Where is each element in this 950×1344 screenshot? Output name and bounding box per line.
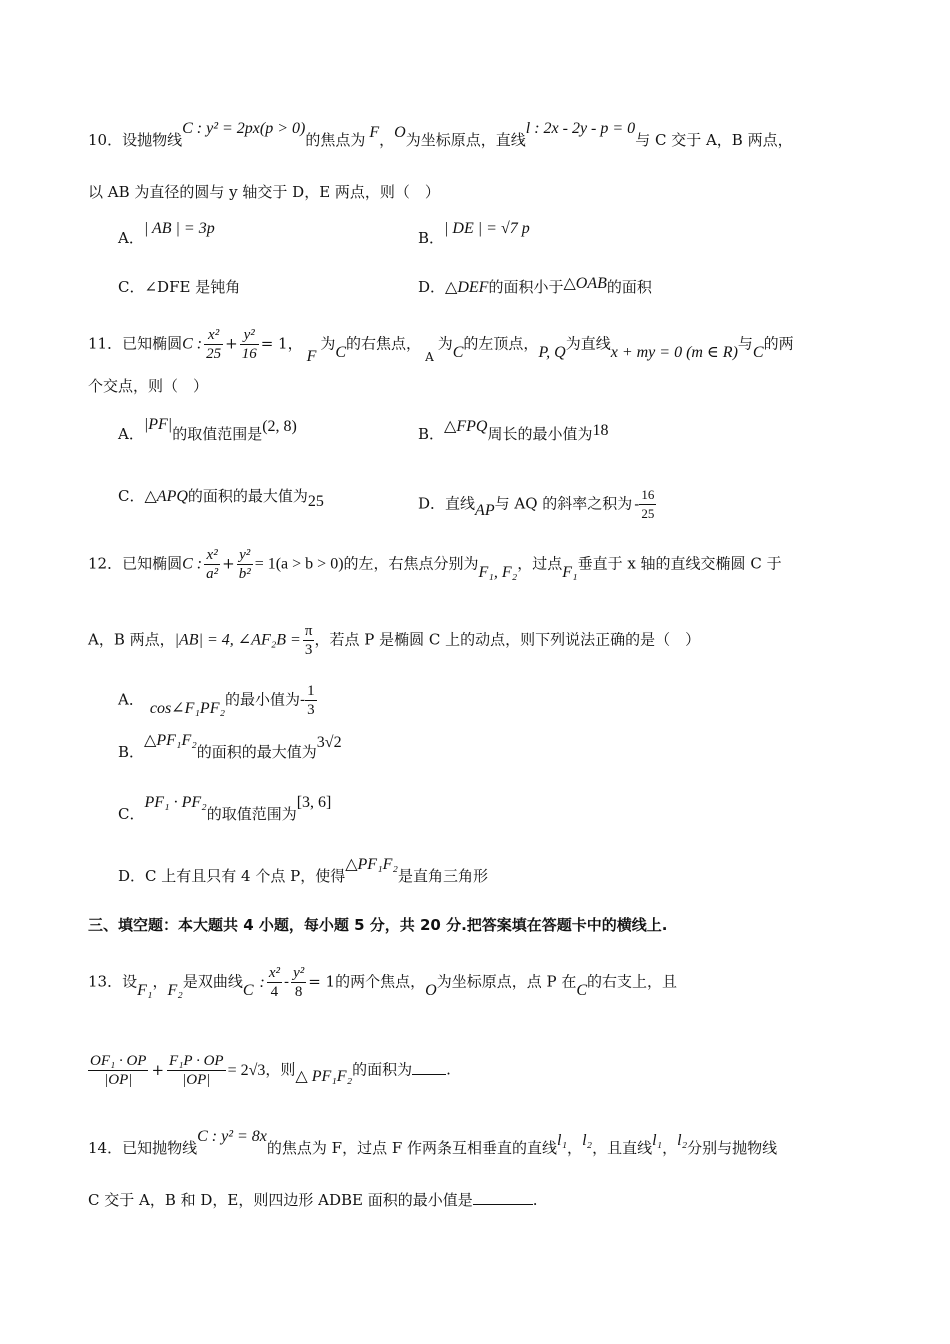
- q12-option-a[interactable]: A． cos∠F₁PF₂的最小值为- $\frac{1}{3}$: [118, 683, 315, 718]
- q13-frac-1: $\frac{\text{OF₁ · OP}}{|OP|}$: [90, 1053, 147, 1088]
- q12-option-c[interactable]: C．PF₁ · PF₂的取值范围为[3, 6]: [118, 794, 332, 823]
- q11-frac-x: $\frac{\text{x²}}{25}$: [206, 327, 222, 362]
- q13-frac-y: $\frac{\text{y²}}{8}$: [293, 965, 305, 1000]
- q14-stem-line2: C 交于 A，B 和 D，E，则四边形 ADBE 面积的最小值是 .: [88, 1191, 538, 1209]
- q12-frac-y: $\frac{\text{y²}}{\text{b²}}$: [238, 547, 251, 582]
- q10-option-d[interactable]: D．△DEF的面积小于△OAB的面积: [418, 275, 652, 296]
- q13-answer-blank[interactable]: [412, 1074, 446, 1075]
- q10-stem-line1: 10．设抛物线C : y² = 2px(p > 0)的焦点为 F，O为坐标原点，直线l : 2x - 2y - p = 0与 C 交于 A，B 两点，: [88, 120, 793, 149]
- q13-frac-x: $\frac{\text{x²}}{4}$: [268, 965, 280, 1000]
- q11-option-a[interactable]: A．|PF|的取值范围是(2, 8): [118, 416, 297, 443]
- q11-stem-line1: 11．已知椭圆C : $\frac{\text{x²}}{25}$ + $\frac{\text{y²}}{16}$ = 1，F为C的右焦点，$_A$为C的左顶点，P, Q为直线x + my = 0 (m ∈ R)与C的两: [88, 327, 794, 365]
- q12-pi-fraction: $\frac{\pi}{3}$: [304, 623, 313, 658]
- q10-option-c[interactable]: C．∠DFE 是钝角: [118, 278, 241, 296]
- q13-stem-line1: 13．设F₁，F₂是双曲线C : $\frac{\text{x²}}{4}$ - $\frac{\text{y²}}{8}$ = 1的两个焦点，O为坐标原点，点 P 在C的右支上，且: [88, 965, 678, 1000]
- section-3-heading: 三、填空题：本大题共 4 小题，每小题 5 分，共 20 分.把答案填在答题卡中的横线上.: [88, 916, 668, 934]
- q10-option-a[interactable]: A．| AB | = 3p: [118, 220, 215, 247]
- q11-stem-line2: 个交点，则（ ）: [88, 377, 209, 395]
- q12-stem-line2: A，B 两点，|AB| = 4, ∠AF₂B = $\frac{\pi}{3}$ ，若点 P 是椭圆 C 上的动点，则下列说法正确的是（ ）: [88, 623, 701, 658]
- q13-frac-2: $\frac{\text{F₁P · OP}}{|OP|}$: [169, 1053, 224, 1088]
- q12-frac-x: $\frac{\text{x²}}{\text{a²}}$: [206, 547, 219, 582]
- q10-option-b[interactable]: B．| DE | = √7 p: [418, 220, 530, 247]
- q11-d-fraction: $\frac{16}{25}$: [641, 487, 655, 521]
- q11-option-b[interactable]: B．△FPQ周长的最小值为18: [418, 418, 609, 443]
- q12-stem-line1: 12．已知椭圆C : $\frac{\text{x²}}{\text{a²}}$ + $\frac{\text{y²}}{\text{b²}}$ = 1(a > b > 0)的左，右焦点分别为F₁, F₂，过点F₁垂直于 x 轴的直线交椭圆 C 于: [88, 547, 782, 582]
- q13-stem-line2: $\frac{\text{OF₁ · OP}}{|OP|}$ + $\frac{\text{F₁P · OP}}{|OP|}$ = 2√3，则△ PF₁F₂的面积为 .: [90, 1053, 451, 1088]
- q14-stem-line1: 14．已知抛物线C : y² = 8x的焦点为 F，过点 F 作两条互相垂直的直线l₁，l₂，且直线l₁，l₂分别与抛物线: [88, 1128, 778, 1157]
- q12-option-b[interactable]: B．△PF₁F₂的面积的最大值为3√2: [118, 732, 342, 761]
- q12-option-d[interactable]: D．C 上有且只有 4 个点 P，使得△PF₁F₂是直角三角形: [118, 856, 488, 885]
- q11-option-d[interactable]: D．直线AP与 AQ 的斜率之积为 - $\frac{16}{25}$: [418, 487, 655, 521]
- q10-stem-line2: 以 AB 为直径的圆与 y 轴交于 D，E 两点，则（ ）: [88, 183, 440, 201]
- q11-frac-y: $\frac{\text{y²}}{16}$: [241, 327, 257, 362]
- q11-option-c[interactable]: C．△APQ的面积的最大值为25: [118, 487, 324, 510]
- q14-answer-blank[interactable]: [473, 1204, 533, 1205]
- q12-a-fraction: $\frac{1}{3}$: [307, 683, 315, 718]
